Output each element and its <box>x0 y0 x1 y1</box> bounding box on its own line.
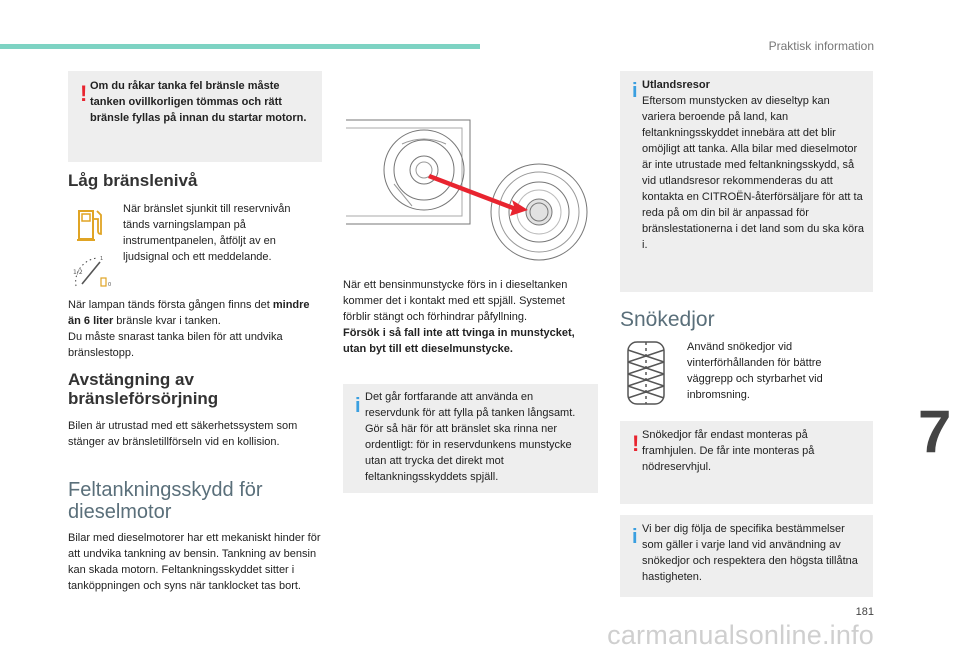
warning-box-wrong-fuel <box>68 71 322 162</box>
svg-text:1: 1 <box>100 256 104 262</box>
heading-fuel-cutoff-line1: Avstängning av <box>68 370 194 389</box>
low-fuel-para-bold: mindre än 6 liter <box>68 299 310 327</box>
info-box-abroad-text: Eftersom munstycken av dieseltyp kan variera beroende på land, kan feltankningsskyddet innebära att det blir omöjligt att tanka. Alla bilar med dieselmotor är inte utrustade med feltankningsskydd, så vid utlandsresor rekommenderas du att kontakta en CITROËN-återförsäljare för att ta reda på om din bil är anpassad för bränslestationerna i det land som du ska köra i. <box>642 95 864 251</box>
warning-box-text: Om du råkar tanka fel bränsle måste tanken ovillkorligen tömmas och rätt bränsle fyllas på innan du startar motorn. <box>90 80 307 124</box>
info-box-snow-chain-rules-text: Vi ber dig följa de specifika bestämmelser som gäller i varje land vid användning av snökedjor och respektera den högsta tillåtna hastigheten. <box>642 523 858 583</box>
info-box-abroad-title: Utlandsresor <box>642 79 710 91</box>
info-box-reserve-can-text: Det går fortfarande att använda en reservdunk för att fylla på tanken långsamt. Gör så här för att bränslet ska rinna ner ordentligt: för in reservdunkens munstycke utan att trycka det direkt mot feltankningsskyddets spjäll. <box>365 391 576 483</box>
misfuel-behaviour-paragraph <box>343 277 595 357</box>
svg-text:0: 0 <box>108 282 112 288</box>
misfuel-behaviour-bold: Försök i så fall inte att tvinga in munstycket, utan byt till ett dieselmunstycke. <box>343 327 575 355</box>
low-fuel-para-line3: Du måste snarast tanka bilen för att undvika bränslestopp. <box>68 331 283 359</box>
info-box-abroad <box>620 71 873 292</box>
low-fuel-para-line1: När lampan tänds första gången finns det <box>68 299 270 311</box>
chapter-number: 7 <box>918 398 952 465</box>
warning-box-snow-chains-text: Snökedjor får endast monteras på framhjulen. De får inte monteras på nödreservhjul. <box>642 429 815 473</box>
warning-mark-icon: ! <box>80 81 88 106</box>
info-mark-icon: i <box>632 80 638 102</box>
red-arrow-icon <box>428 174 528 216</box>
svg-text:1/2: 1/2 <box>73 269 83 276</box>
low-fuel-paragraph <box>68 297 322 361</box>
heading-misfuel-line1: Feltankningsskydd för <box>68 479 263 501</box>
snow-chain-icon <box>622 340 670 406</box>
fuel-cutoff-description: Bilen är utrustad med ett säkerhetssystem som stänger av bränsletillförseln vid en kollision. <box>68 420 298 448</box>
info-mark-icon: i <box>632 526 638 548</box>
misfuel-device-illustration <box>342 114 592 264</box>
heading-low-fuel: Låg bränslenivå <box>68 171 198 190</box>
info-box-snow-chain-rules <box>620 515 873 597</box>
heading-snow-chains: Snökedjor <box>620 308 715 331</box>
heading-misfuel-line2: dieselmotor <box>68 501 172 523</box>
section-title: Praktisk information <box>768 39 874 53</box>
low-fuel-para-line2: bränsle kvar i tanken. <box>113 315 221 327</box>
heading-fuel-cutoff-line2: bränsleförsörjning <box>68 389 219 408</box>
misfuel-description: Bilar med dieselmotorer har ett mekaniskt hinder för att undvika tankning av bensin. Tankning av bensin kan skada motorn. Feltankningsskyddet sitter i tanköppningen och syns när tanklocket tas bort. <box>68 532 321 592</box>
fuel-pump-icon <box>76 205 104 245</box>
info-mark-icon: i <box>355 395 361 417</box>
info-box-reserve-can <box>343 384 598 493</box>
fuel-gauge-icon <box>70 252 114 290</box>
heading-misfuel-protection <box>68 479 263 523</box>
low-fuel-description: När bränslet sjunkit till reservnivån tänds varningslampan på instrumentpanelen, åtföljt av en ljudsignal och ett meddelande. <box>123 203 291 263</box>
warning-mark-icon: ! <box>632 431 640 456</box>
info-box-abroad-content <box>642 77 865 253</box>
warning-box-snow-chains <box>620 421 873 504</box>
header-accent-bar <box>0 44 480 49</box>
snow-chains-description: Använd snökedjor vid vinterförhållanden för bättre väggrepp och styrbarhet vid inbromsning. <box>687 341 823 401</box>
page-number: 181 <box>855 606 874 618</box>
heading-fuel-cutoff <box>68 370 218 408</box>
misfuel-behaviour-text: När ett bensinmunstycke förs in i dieseltanken kommer det i kontakt med ett spjäll. Systemet förblir stängt och förhindrar påfyllning. <box>343 279 568 323</box>
watermark: carmanualsonline.info <box>607 620 874 649</box>
